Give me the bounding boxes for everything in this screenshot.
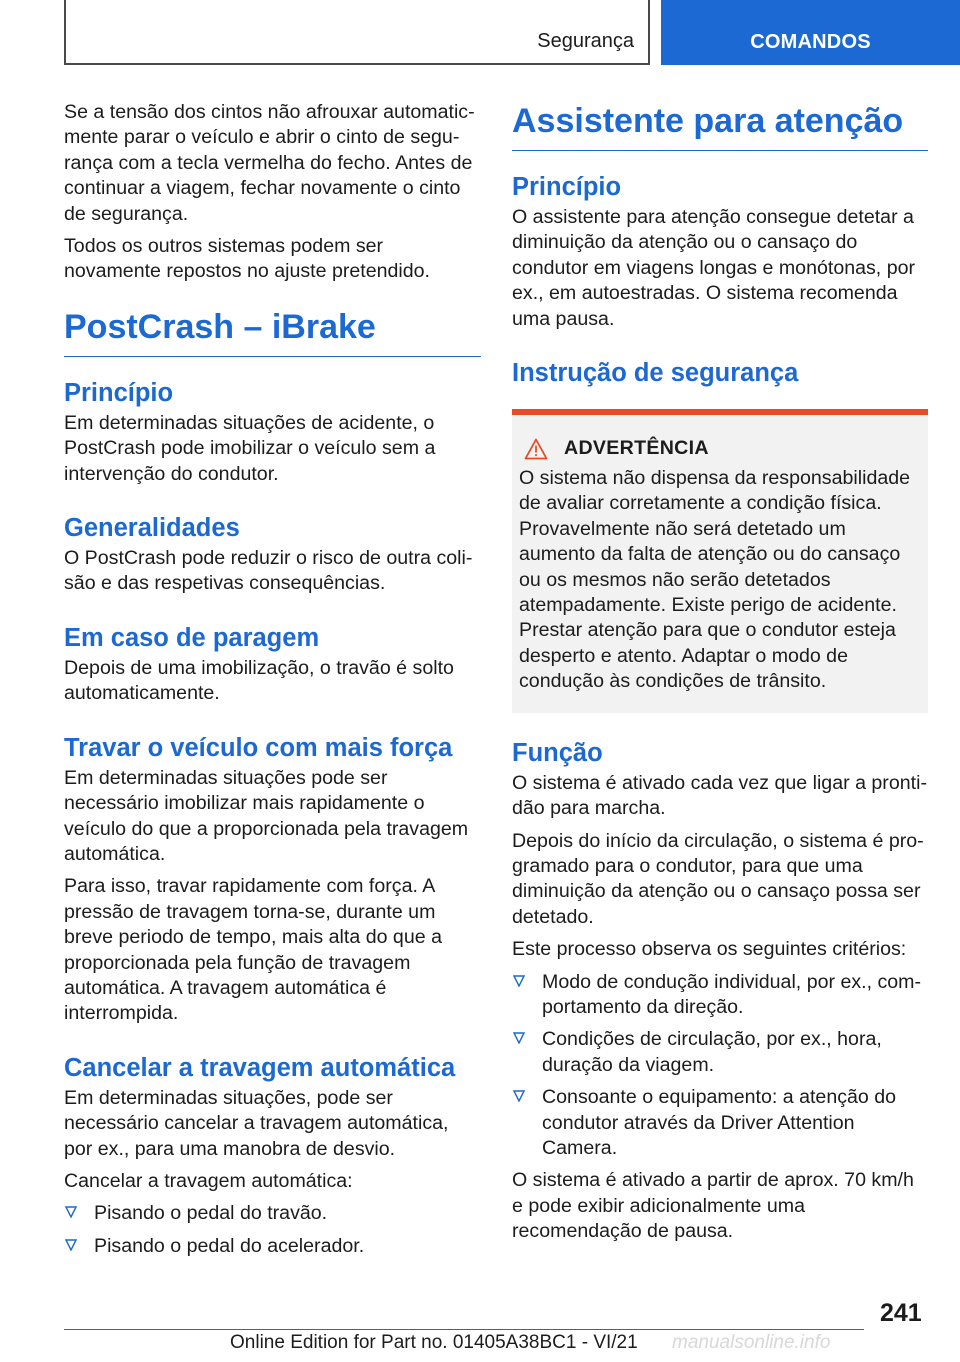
section-title-postcrash: PostCrash – iBrake (64, 306, 481, 357)
heading-paragem: Em caso de paragem (64, 623, 320, 652)
principio-paragraph-right: O assistente para atenção consegue detetar a diminuição da atenção ou o cansaço do condutor em viagens longas e monótonas, por ex., em autoestradas. O sistema recomenda uma pausa. (512, 206, 916, 330)
funcao-paragraph-4: O sistema é ativado a partir de aprox. 70 km/h e pode exibir adicionalmente uma recomendação de pausa. (512, 1169, 914, 1243)
funcao-list (512, 970, 928, 1162)
watermark-text: manualsonline.info (672, 1332, 831, 1353)
cancelar-list (64, 1201, 481, 1259)
heading-generalidades: Generalidades (64, 514, 240, 543)
header-section-label: Segurança (537, 30, 634, 52)
header-section-box (64, 0, 650, 65)
warning-box (512, 409, 928, 713)
funcao-paragraph-2: Depois do início da circulação, o sistema é programado para o condutor, para que uma diminuição da atenção ou o cansaço possa ser detetado. (512, 829, 924, 928)
triangle-bullet-icon (513, 1032, 525, 1044)
list-item (512, 1027, 928, 1078)
warning-header (519, 437, 914, 460)
intro-paragraph-1: Se a tensão dos cintos não afrouxar automaticmente parar o veículo e abrir o cinto de segurança com a tecla vermelha do fecho. Antes de continuar a viagem, fechar novamente o cinto de segurança. (64, 101, 475, 225)
cancelar-paragraph-2: Cancelar a travagem automática: (64, 1169, 353, 1192)
triangle-bullet-icon (513, 1090, 525, 1102)
triangle-bullet-icon (513, 975, 525, 987)
warning-title: ADVERTÊNCIA (564, 437, 709, 460)
cancelar-paragraph-1: Em determinadas situações, pode ser necessário cancelar a travagem automática, por ex., para uma manobra de desvio. (64, 1086, 449, 1160)
list-item (64, 1201, 481, 1226)
header-chapter-tab[interactable]: COMANDOS (661, 0, 960, 65)
paragem-paragraph: Depois de uma imobilização, o travão é solto automaticamente. (64, 656, 454, 705)
triangle-bullet-icon (65, 1206, 77, 1218)
list-item (512, 970, 928, 1021)
warning-triangle-icon (524, 438, 548, 460)
list-item (512, 1085, 928, 1161)
intro-paragraph-2: Todos os outros sistemas podem ser novamente repostos no ajuste pretendido. (64, 235, 430, 283)
list-item-text: Consoante o equipamento: a atenção do condutor através da Driver Attention Camera. (542, 1086, 897, 1159)
heading-funcao: Função (512, 738, 603, 767)
heading-cancelar: Cancelar a travagem automática (64, 1053, 456, 1082)
principio-paragraph-left: Em determinadas situações de acidente, o PostCrash pode imobilizar o veículo sem a intervenção do condutor. (64, 411, 436, 485)
generalidades-paragraph: O PostCrash pode reduzir o risco de outra colisão e das respetivas consequências. (64, 547, 473, 595)
funcao-paragraph-3: Este processo observa os seguintes critérios: (512, 938, 907, 961)
heading-principio-left: Princípio (64, 378, 174, 407)
list-item-text: Pisando o pedal do acelerador. (94, 1234, 365, 1257)
footer-edition-text: Online Edition for Part no. 01405A38BC1 - VI/21 (230, 1332, 638, 1353)
travar-paragraph-2: Para isso, travar rapidamente com força. A pressão de travagem torna-se, durante um breve periodo de tempo, mais alta do que a proporcionada pela função de travagem automática. A travagem automática é interrompida. (64, 875, 442, 1025)
list-item-text: Modo de condução individual, por ex., comportamento da direção. (542, 970, 922, 1018)
heading-principio-right: Princípio (512, 173, 622, 201)
footer-divider (64, 1329, 864, 1330)
travar-paragraph-1: Em determinadas situações pode ser necessário imobilizar mais rapidamente o veículo do que a proporcionada pela travagem automática. (64, 766, 469, 865)
funcao-paragraph-1: O sistema é ativado cada vez que ligar a prontidão para marcha. (512, 771, 927, 820)
list-item-text: Condições de circulação, por ex., hora, duração da viagem. (542, 1028, 882, 1076)
page-number: 241 (880, 1299, 922, 1327)
left-column (64, 100, 481, 1266)
right-column (512, 100, 928, 1252)
list-item-text: Pisando o pedal do travão. (94, 1202, 328, 1225)
triangle-bullet-icon (65, 1239, 77, 1251)
heading-travar: Travar o veículo com mais força (64, 733, 453, 762)
warning-text: O sistema não dispensa da responsabilidade de avaliar corretamente a condição física. Provavelmente não será detetado um aumento da falta de atenção ou do cansaço ou os mesmos não serão detetados atempadamente. Existe perigo de acidente. Prestar atenção para que o condutor esteja desperto e atento. Adaptar o modo de condução às condições de trânsito. (519, 467, 911, 693)
list-item (64, 1234, 481, 1259)
section-title-assistente: Assistente para atenção (512, 100, 928, 151)
heading-instrucao: Instrução de segurança (512, 359, 799, 388)
